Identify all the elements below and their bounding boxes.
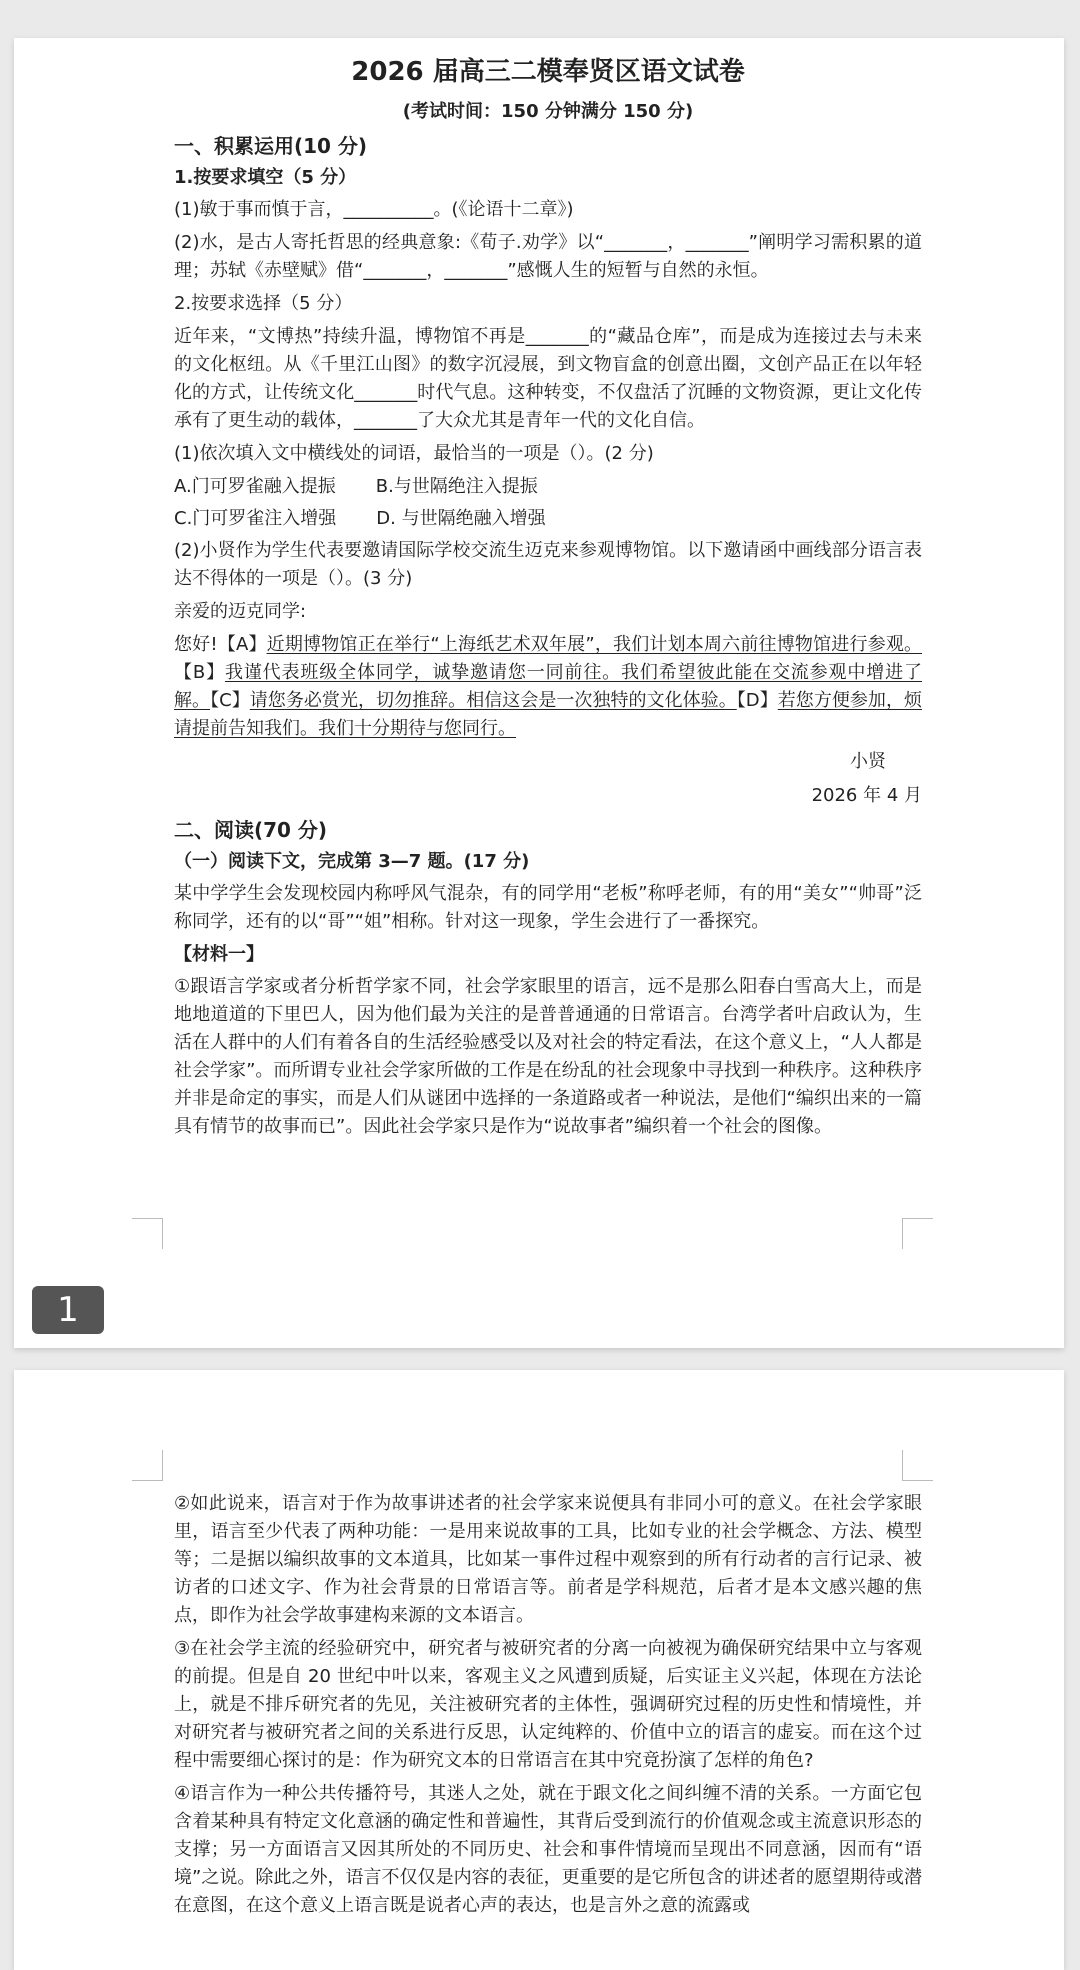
letter-body [174, 631, 922, 743]
material-label: 【材料一】 [174, 944, 264, 965]
question-text: (2)小贤作为学生代表要邀请国际学校交流生迈克来参观博物馆。以下邀请函中画线部分语言表达不得体的一项是（）。(3 分) [174, 540, 922, 589]
subsection-heading: （一）阅读下文，完成第 3—7 题。(17 分) [174, 851, 530, 872]
paragraph: ④语言作为一种公共传播符号，其迷人之处，就在于跟文化之间纠缠不清的关系。一方面它包含着某种具有特定文化意涵的确定性和普遍性，其背后受到流行的价值观念或主流意识形态的支撑；另一方面语言又因其所处的不同历史、社会和事件情境而呈现出不同意涵，因而有“语境”之说。除此之外，语言不仅仅是内容的表征，更重要的是它所包含的讲述者的愿望期待或潜在意图，在这个意义上语言既是说者心声的表达，也是言外之意的流露或 [174, 1783, 922, 1916]
letter-label: 【B】 [174, 662, 225, 683]
crop-mark [132, 1218, 163, 1249]
question-heading: 1.按要求填空（5 分） [174, 167, 357, 188]
page-2-content [174, 1490, 922, 1925]
page-number-badge: 1 [32, 1286, 104, 1334]
letter-date: 2026 年 4 月 [811, 785, 922, 806]
option-row [174, 505, 922, 533]
page-1-content [174, 52, 922, 1146]
section-heading: 二、阅读(70 分) [174, 818, 328, 842]
option-b: B.与世隔绝注入提振 [375, 476, 538, 497]
crop-mark [902, 1218, 933, 1249]
question-text: (2)水，是古人寄托哲思的经典意象:《荀子.劝学》以“_______，_______”阐明学习需积累的道理；苏轼《赤壁赋》借“_______，_______”感慨人生的短暂与自然的永恒。 [174, 232, 922, 281]
underlined-sentence: 若您方便参加，烦请提前告知我们。我们十分期待与您同行。 [174, 690, 923, 739]
letter-signature: 小贤 [850, 751, 886, 772]
question-text: (1)敏于事而慎于言，__________。(《论语十二章》) [174, 199, 574, 220]
exam-title: 2026 届高三二模奉贤区语文试卷 [351, 57, 745, 87]
underlined-sentence: 近期博物馆正在举行“上海纸艺术双年展”，我们计划本周六前往博物馆进行参观。 [266, 634, 922, 655]
option-a: A.门可罗雀融入提振 [174, 476, 336, 497]
question-heading: 2.按要求选择（5 分） [174, 293, 353, 314]
crop-mark [902, 1450, 933, 1481]
underlined-sentence: 请您务必赏光，切勿推辞。相信这会是一次独特的文化体验。 [249, 690, 737, 711]
option-d: D. 与世隔绝融入增强 [376, 508, 546, 529]
exam-page-1 [14, 38, 1064, 1348]
option-row [174, 473, 922, 501]
letter-label: 您好!【A】 [174, 634, 267, 655]
exam-page-2 [14, 1370, 1064, 1970]
section-heading: 一、积累运用(10 分) [174, 134, 368, 158]
passage-text: 近年来，“文博热”持续升温，博物馆不再是_______的“藏品仓库”，而是成为连接过去与未来的文化枢纽。从《千里江山图》的数字沉浸展，到文物盲盒的创意出圈，文创产品正在以年轻化的方式，让传统文化_______时代气息。这种转变，不仅盘活了沉睡的文物资源，更让文化传承有了更生动的载体，_______了大众尤其是青年一代的文化自信。 [174, 326, 922, 431]
exam-subtitle: (考试时间：150 分钟满分 150 分) [402, 101, 694, 122]
option-c: C.门可罗雀注入增强 [174, 508, 337, 529]
letter-label: 【D】 [736, 690, 778, 711]
intro-text: 某中学学生会发现校园内称呼风气混杂，有的同学用“老板”称呼老师，有的用“美女”“帅哥”泛称同学，还有的以“哥”“姐”相称。针对这一现象，学生会进行了一番探究。 [174, 883, 922, 932]
crop-mark [132, 1450, 163, 1481]
letter-label: 【C】 [210, 690, 250, 711]
question-text: (1)依次填入文中横线处的词语，最恰当的一项是（）。(2 分) [174, 443, 654, 464]
paragraph: ③在社会学主流的经验研究中，研究者与被研究者的分离一向被视为确保研究结果中立与客观的前提。但是自 20 世纪中叶以来，客观主义之风遭到质疑，后实证主义兴起，体现在方法论上，就是不排斥研究者的先见，关注被研究者的主体性，强调研究过程的历史性和情境性，并对研究者与被研究者之间的关系进行反思，认定纯粹的、价值中立的语言的虚妄。而在这个过程中需要细心探讨的是：作为研究文本的日常语言在其中究竟扮演了怎样的角色? [174, 1638, 922, 1771]
paragraph: ②如此说来，语言对于作为故事讲述者的社会学家来说便具有非同小可的意义。在社会学家眼里，语言至少代表了两种功能：一是用来说故事的工具，比如专业的社会学概念、方法、模型等；二是据以编织故事的文本道具，比如某一事件过程中观察到的所有行动者的言行记录、被访者的口述文字、作为社会背景的日常语言等。前者是学科规范，后者才是本文感兴趣的焦点，即作为社会学故事建构来源的文本语言。 [174, 1493, 922, 1626]
letter-salutation: 亲爱的迈克同学: [174, 601, 307, 622]
paragraph: ①跟语言学家或者分析哲学家不同，社会学家眼里的语言，远不是那么阳春白雪高大上，而是地地道道的下里巴人，因为他们最为关注的是普普通通的日常语言。台湾学者叶启政认为，生活在人群中的人们有着各自的生活经验感受以及对社会的特定看法，在这个意义上，“人人都是社会学家”。而所谓专业社会学家所做的工作是在纷乱的社会现象中寻找到一种秩序。这种秩序并非是命定的事实，而是人们从谜团中选择的一条道路或者一种说法，是他们“编织出来的一篇具有情节的故事而已”。因此社会学家只是作为“说故事者”编织着一个社会的图像。 [174, 976, 922, 1137]
underlined-sentence: 我谨代表班级全体同学，诚挚邀请您一同前往。我们希望彼此能在交流参观中增进了解。 [174, 662, 922, 711]
